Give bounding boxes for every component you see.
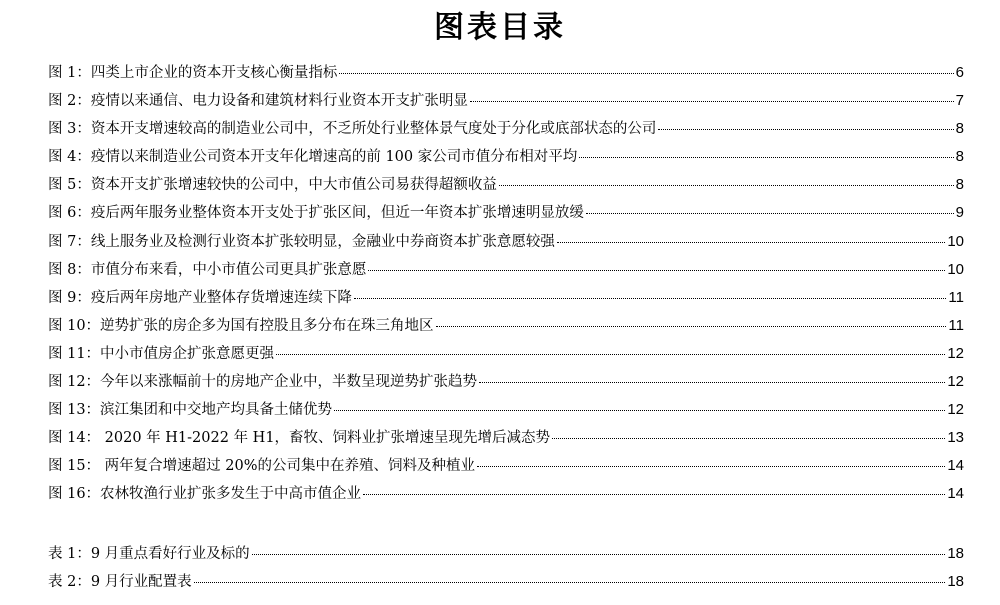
dot-leader (658, 128, 953, 130)
entry-label: 表 2：9 月行业配置表 (48, 574, 192, 591)
page-number: 11 (948, 316, 964, 334)
entry-label: 图 16：农林牧渔行业扩张多发生于中高市值企业 (48, 486, 362, 503)
page-number: 12 (947, 344, 964, 362)
page-number: 10 (947, 260, 964, 278)
figure-entry-2[interactable] (48, 87, 964, 115)
entry-label: 图 5：资本开支扩张增速较快的公司中，中大市值公司易获得超额收益 (48, 177, 497, 194)
figure-entry-7[interactable] (48, 228, 964, 256)
table-entry-1[interactable] (48, 540, 964, 568)
figure-entry-9[interactable] (48, 284, 964, 312)
entry-label: 表 1：9 月重点看好行业及标的 (48, 546, 250, 562)
page-number: 14 (947, 457, 964, 475)
figure-entry-15[interactable] (48, 452, 964, 480)
page-number: 7 (955, 92, 964, 110)
page-number: 8 (955, 120, 964, 138)
figure-entry-16[interactable] (48, 480, 964, 508)
dot-leader (252, 553, 946, 555)
dot-leader (363, 493, 945, 495)
page-number: 9 (955, 204, 964, 222)
figure-entry-12[interactable] (48, 368, 964, 396)
page-number: 6 (955, 64, 964, 81)
dot-leader (586, 212, 954, 214)
figure-entry-8[interactable] (48, 256, 964, 284)
page-number: 12 (947, 373, 964, 391)
entry-label: 图 7：线上服务业及检测行业资本扩张较明显，金融业中券商资本扩张意愿较强 (48, 233, 555, 250)
page-number: 8 (955, 148, 964, 166)
dot-leader (477, 465, 945, 467)
dot-leader (479, 381, 945, 383)
entry-label: 图 11：中小市值房企扩张意愿更强 (48, 345, 275, 362)
dot-leader (470, 100, 954, 102)
entry-label: 图 3：资本开支增速较高的制造业公司中，不乏所处行业整体景气度处于分化或底部状态的公司 (48, 121, 657, 138)
page-title: 图表目录 (434, 10, 566, 45)
figure-entry-4[interactable] (48, 143, 964, 171)
entry-label: 图 1：四类上市企业的资本开支核心衡量指标 (48, 65, 338, 81)
figure-entry-5[interactable] (48, 171, 964, 199)
dot-leader (354, 297, 947, 299)
figure-entry-6[interactable] (48, 199, 964, 227)
dot-leader (276, 353, 945, 355)
dot-leader (499, 184, 954, 186)
dot-leader (368, 269, 945, 271)
entry-label: 图 14： 2020 年 H1-2022 年 H1，畜牧、饲料业扩张增速呈现先增后减态势 (48, 430, 551, 447)
dot-leader (436, 325, 947, 327)
figure-entry-1[interactable] (48, 59, 964, 87)
figure-entry-13[interactable] (48, 396, 964, 424)
dot-leader (579, 156, 953, 158)
dot-leader (334, 409, 945, 411)
dot-leader (557, 241, 945, 243)
figure-entry-10[interactable] (48, 312, 964, 340)
figure-entry-14[interactable] (48, 424, 964, 452)
entry-label: 图 10：逆势扩张的房企多为国有控股且多分布在珠三角地区 (48, 317, 434, 334)
figure-entry-11[interactable] (48, 340, 964, 368)
entry-label: 图 12：今年以来涨幅前十的房地产企业中，半数呈现逆势扩张趋势 (48, 374, 478, 391)
page-number: 14 (947, 485, 964, 503)
table-index-list (48, 540, 964, 596)
entry-label: 图 8：市值分布来看，中小市值公司更具扩张意愿 (48, 261, 367, 278)
figure-index-list (48, 59, 964, 509)
page-number: 18 (947, 573, 964, 591)
table-entry-2[interactable] (48, 568, 964, 596)
entry-label: 图 4：疫情以来制造业公司资本开支年化增速高的前 100 家公司市值分布相对平均 (48, 149, 578, 166)
page-number: 12 (947, 401, 964, 419)
page-number: 10 (947, 232, 964, 250)
page-number: 8 (955, 176, 964, 194)
dot-leader (552, 437, 945, 439)
page-number: 11 (948, 288, 964, 306)
page-number: 18 (947, 545, 964, 562)
entry-label: 图 13：滨江集团和中交地产均具备土储优势 (48, 402, 333, 419)
dot-leader (339, 72, 953, 74)
dot-leader (194, 581, 946, 583)
entry-label: 图 2：疫情以来通信、电力设备和建筑材料行业资本开支扩张明显 (48, 93, 468, 110)
figure-entry-3[interactable] (48, 115, 964, 143)
entry-label: 图 6：疫后两年服务业整体资本开支处于扩张区间，但近一年资本扩张增速明显放缓 (48, 205, 584, 222)
entry-label: 图 15： 两年复合增速超过 20%的公司集中在养殖、饲料及种植业 (48, 458, 476, 475)
entry-label: 图 9：疫后两年房地产业整体存货增速连续下降 (48, 289, 352, 306)
page-number: 13 (947, 429, 964, 447)
